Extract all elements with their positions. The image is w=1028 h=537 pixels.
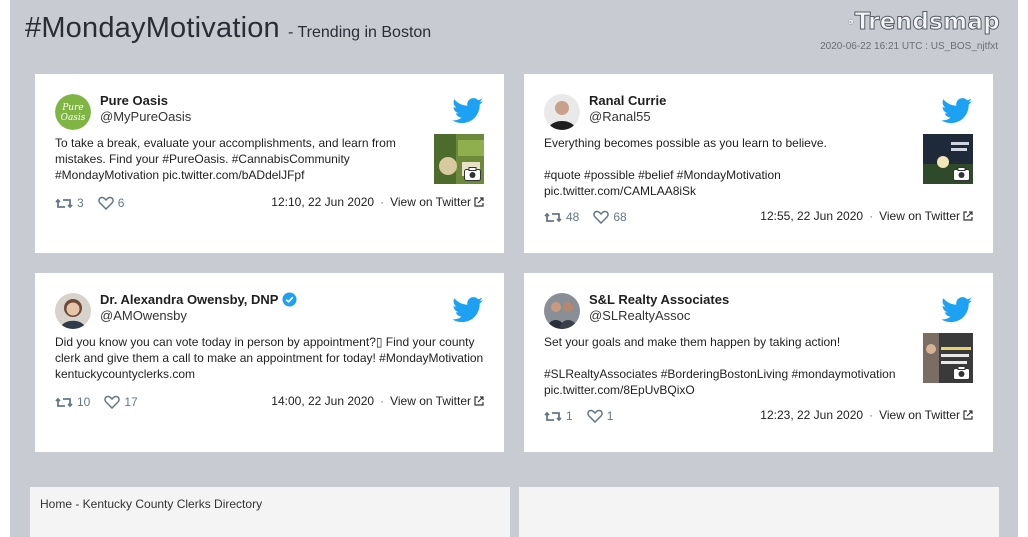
svg-text:Oasis: Oasis [60,113,86,123]
tweet-footer: 12:55, 22 Jun 2020 · View on Twitter [760,209,973,223]
heart-icon [98,196,114,210]
external-link-icon [963,211,973,221]
media-thumbnail[interactable] [434,134,484,184]
author-name[interactable]: Ranal Currie [589,93,667,108]
author-handle[interactable]: @SLRealtyAssoc [589,308,691,323]
heart-icon [587,409,603,423]
external-link-icon [963,410,973,420]
like-count[interactable]: 6 [98,196,125,210]
page-subtitle: - Trending in Boston [288,24,432,41]
tweet-stats [544,210,641,224]
tweet-stats [544,409,627,423]
tweet-footer: 12:10, 22 Jun 2020 · View on Twitter [271,195,484,209]
avatar[interactable] [544,94,580,130]
external-link-icon [474,396,484,406]
like-count[interactable]: 17 [104,395,137,409]
tweet-stats [55,196,138,210]
avatar-logo-text: Pure [62,103,84,113]
twitter-bird-icon[interactable] [941,297,973,323]
tweet-footer: 14:00, 22 Jun 2020 · View on Twitter [271,394,484,408]
view-on-twitter-link[interactable]: View on Twitter [879,408,960,422]
twitter-bird-icon[interactable] [941,98,973,124]
retweet-icon [544,410,562,423]
trendsmap-logo-icon [848,7,854,37]
retweet-icon [544,211,562,224]
tweet-time[interactable]: 12:10, 22 Jun 2020 [271,195,375,209]
author-name[interactable]: Pure Oasis [100,93,168,108]
trendsmap-logo[interactable] [848,6,1000,38]
preview-breadcrumb[interactable]: Home - Kentucky County Clerks Directory [40,497,263,511]
retweet-count[interactable]: 3 [55,196,84,210]
tweet-text: Set your goals and make them happen by taking action! #SLRealtyAssociates #BorderingBostonLiving #mondaymotivation pic.twitter.com/8EpUvBQixO [544,335,896,397]
tweet-text: Did you know you can vote today in person by appointment?▯ Find your county clerk and give them a call to make an appointment for today! #MondayMotivation kentuckycountyclerks.com [55,335,484,381]
tweet-text: Everything becomes possible as you learn to believe. #quote #possible #belief #MondayMotivation pic.twitter.com/CAMLAA8iSk [544,136,827,198]
like-count[interactable]: 1 [587,409,614,423]
retweet-icon [55,396,73,409]
heart-icon [104,395,120,409]
twitter-bird-icon[interactable] [452,297,484,323]
retweet-count[interactable]: 48 [544,210,579,224]
author-handle[interactable]: @AMOwensby [100,308,187,323]
camera-icon [953,167,970,181]
author-name[interactable]: S&L Realty Associates [589,292,730,307]
author-handle[interactable]: @Ranal55 [589,109,651,124]
view-on-twitter-link[interactable]: View on Twitter [879,209,960,223]
like-count[interactable]: 68 [593,210,626,224]
author-name[interactable]: Dr. Alexandra Owensby, DNP [100,292,297,307]
author-handle[interactable]: @MyPureOasis [100,109,192,124]
tweet-time[interactable]: 12:23, 22 Jun 2020 [760,408,864,422]
media-thumbnail[interactable] [923,134,973,184]
avatar[interactable] [544,293,580,329]
header [10,0,1018,60]
avatar[interactable] [55,293,91,329]
timestamp-meta: 2020-06-22 16:21 UTC : US_BOS_njtfxt [820,41,998,52]
media-thumbnail[interactable] [923,333,973,383]
view-on-twitter-link[interactable]: View on Twitter [390,394,471,408]
tweet-card [524,273,993,452]
retweet-count[interactable]: 10 [55,395,90,409]
view-on-twitter-link[interactable]: View on Twitter [390,195,471,209]
page-title: #MondayMotivation [25,12,280,44]
link-preview-card[interactable] [519,487,999,537]
twitter-bird-icon[interactable] [452,98,484,124]
camera-icon [953,366,970,380]
tweet-text: To take a break, evaluate your accomplishments, and learn from mistakes. Find your #PureOasis. #CannabisCommunity #MondayMotivation pic.twitter.com/bADdelJFpf [55,136,396,182]
tweet-card [35,74,504,253]
verified-badge-icon [282,292,297,307]
tweet-card [524,74,993,253]
heart-icon [593,210,609,224]
link-preview-card[interactable] [30,487,510,537]
camera-icon [464,167,481,181]
tweet-stats [55,395,152,409]
retweet-icon [55,197,73,210]
external-link-icon [474,197,484,207]
tweet-footer: 12:23, 22 Jun 2020 · View on Twitter [760,408,973,422]
logo-text: Trendsmap [854,9,1000,35]
page-background [10,0,1018,537]
tweet-card [35,273,504,452]
avatar[interactable] [55,94,91,130]
tweet-time[interactable]: 14:00, 22 Jun 2020 [271,394,375,408]
retweet-count[interactable]: 1 [544,409,573,423]
tweet-time[interactable]: 12:55, 22 Jun 2020 [760,209,864,223]
